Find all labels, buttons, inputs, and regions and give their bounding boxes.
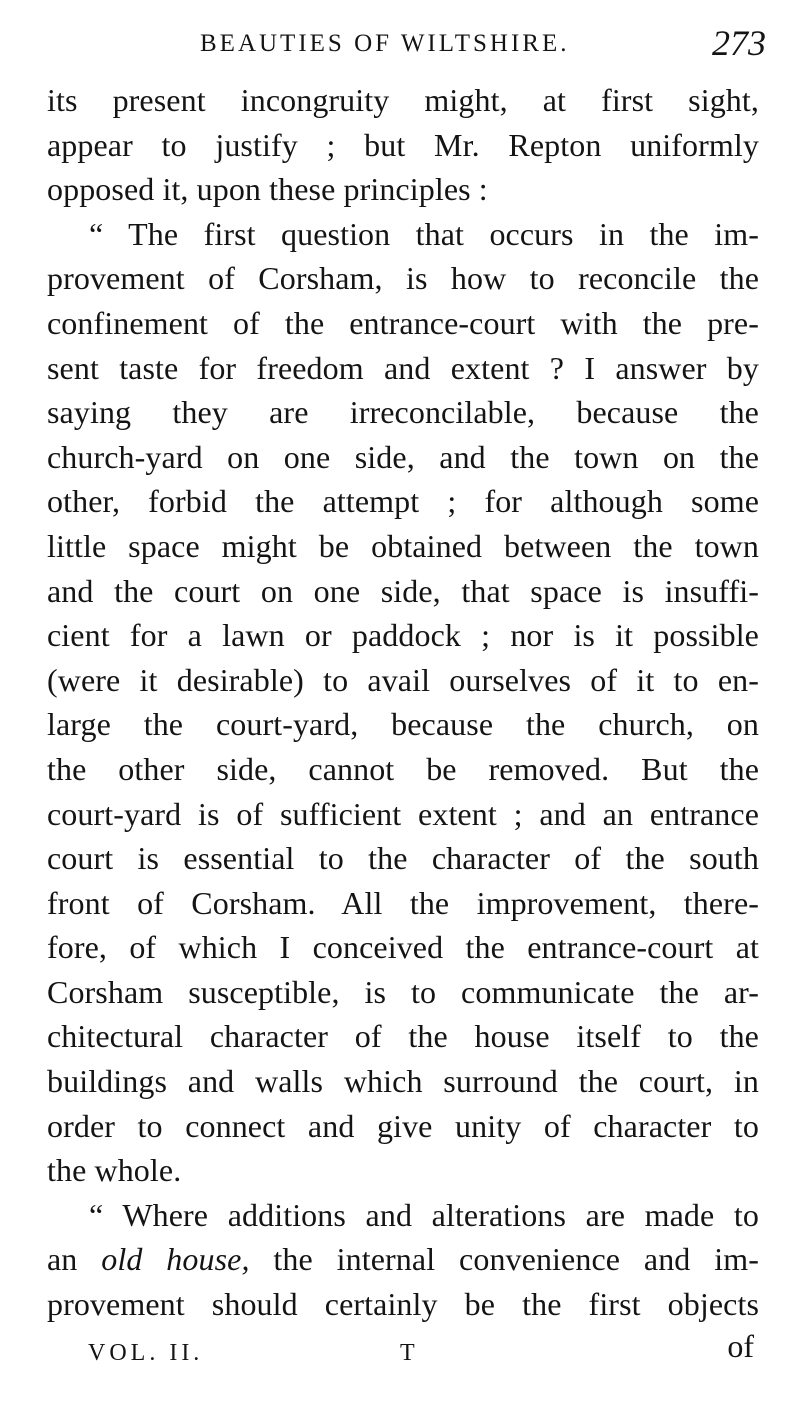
text-line: “ Where additions and alterations are made to bbox=[89, 1196, 759, 1233]
text-line: little space might be obtained between the town bbox=[47, 527, 759, 564]
text-line: sent taste for freedom and extent ? I answer by bbox=[47, 349, 759, 386]
text-line: confinement of the entrance-court with the pre- bbox=[47, 304, 759, 341]
text-segment: the internal convenience and im- bbox=[249, 1241, 759, 1278]
body-text bbox=[47, 78, 759, 1327]
page-header bbox=[0, 22, 800, 62]
text-line: the other side, cannot be removed. But the bbox=[47, 750, 759, 787]
catchword: of bbox=[727, 1328, 754, 1364]
text-line: (were it desirable) to avail ourselves of it to en- bbox=[47, 661, 759, 698]
text-line: court is essential to the character of the south bbox=[47, 840, 759, 877]
text-line: cient for a lawn or paddock ; nor is it possible bbox=[47, 617, 759, 654]
italic-phrase: old house, bbox=[101, 1241, 250, 1278]
running-head: BEAUTIES OF WILTSHIRE. bbox=[200, 30, 570, 57]
text-line: and the court on one side, that space is insuffi- bbox=[47, 572, 759, 609]
text-line: fore, of which I conceived the entrance-court at bbox=[47, 929, 759, 966]
text-line: large the court-yard, because the church, on bbox=[47, 706, 759, 743]
text-line: appear to justify ; but Mr. Repton uniformly bbox=[47, 126, 759, 163]
text-line: order to connect and give unity of character to bbox=[47, 1107, 759, 1144]
text-segment: an bbox=[47, 1241, 102, 1278]
volume-mark: VOL. II. bbox=[88, 1340, 204, 1366]
page-number: 273 bbox=[712, 23, 766, 63]
text-line: Corsham susceptible, is to communicate the ar- bbox=[47, 973, 759, 1010]
text-line: the whole. bbox=[47, 1152, 182, 1189]
text-line: church-yard on one side, and the town on the bbox=[47, 438, 759, 475]
page-footer bbox=[0, 1326, 800, 1376]
signature-mark: T bbox=[400, 1340, 415, 1366]
text-line: provement should certainly be the first objects bbox=[47, 1286, 759, 1323]
text-line: saying they are irreconcilable, because the bbox=[47, 394, 759, 431]
text-line-with-italic bbox=[47, 1237, 759, 1282]
text-line: provement of Corsham, is how to reconcile the bbox=[47, 260, 759, 297]
text-line: front of Corsham. All the improvement, there- bbox=[47, 884, 759, 921]
text-line: other, forbid the attempt ; for although some bbox=[47, 483, 759, 520]
text-line: chitectural character of the house itself to the bbox=[47, 1018, 759, 1055]
text-line: its present incongruity might, at first sight, bbox=[47, 82, 759, 118]
text-line: “ The first question that occurs in the im- bbox=[89, 215, 759, 252]
text-line: buildings and walls which surround the court, in bbox=[47, 1063, 759, 1100]
text-line: court-yard is of sufficient extent ; and an entrance bbox=[47, 795, 759, 832]
text-line: opposed it, upon these principles : bbox=[47, 171, 488, 208]
